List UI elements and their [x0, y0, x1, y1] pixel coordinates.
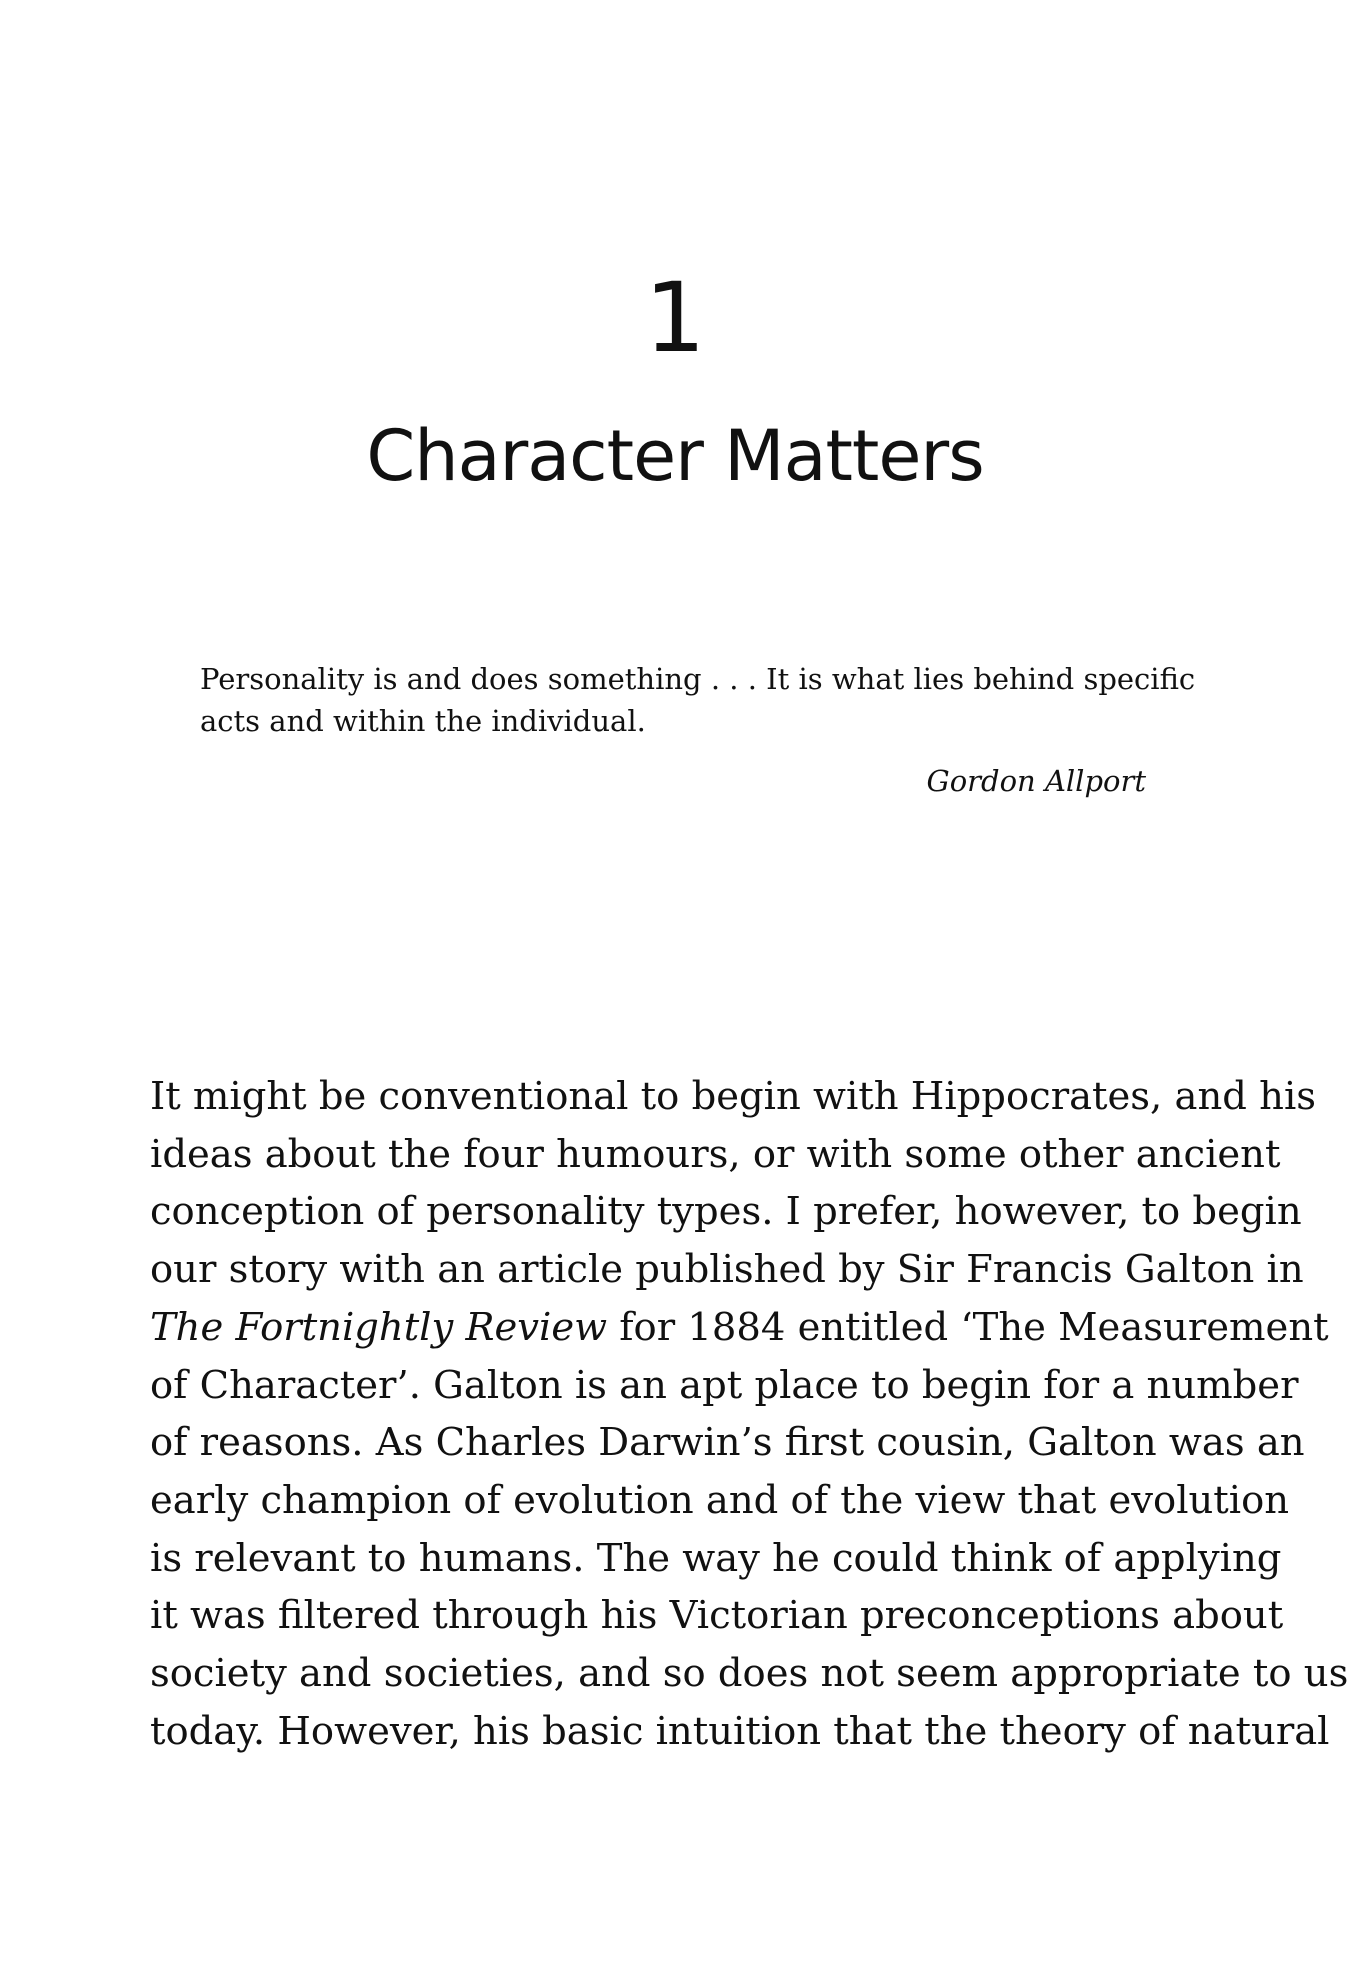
- chapter-number: 1: [644, 262, 706, 374]
- body-line: early champion of evolution and of the view that evolution: [150, 1477, 1290, 1523]
- body-line: It might be conventional to begin with Hippocrates, and his: [150, 1074, 1317, 1119]
- epigraph-quote-line: acts and within the individual.: [200, 704, 646, 738]
- body-line: of Character’. Galton is an apt place to begin for a number: [150, 1362, 1299, 1408]
- body-line: [150, 1299, 1329, 1357]
- body-line: it was filtered through his Victorian preconceptions about: [150, 1593, 1284, 1639]
- body-line-rest: for 1884 entitled ‘The Measurement: [607, 1304, 1329, 1350]
- epigraph-quote: [200, 658, 1196, 742]
- journal-title: The Fortnightly Review: [150, 1304, 608, 1350]
- body-line: of reasons. As Charles Darwin’s first cousin, Galton was an: [150, 1420, 1305, 1466]
- epigraph: [200, 658, 1196, 802]
- body-line: conception of personality types. I prefer, however, to begin: [150, 1189, 1302, 1235]
- epigraph-quote-line: Personality is and does something . . . It is what lies behind specific: [200, 662, 1196, 696]
- body-line: today. However, his basic intuition that the theory of natural: [150, 1708, 1330, 1754]
- body-paragraph: [150, 1068, 1349, 1760]
- body-line: our story with an article published by Sir Francis Galton in: [150, 1247, 1304, 1293]
- body-line: society and societies, and so does not seem appropriate to us: [150, 1651, 1349, 1697]
- body-line: is relevant to humans. The way he could think of applying: [150, 1535, 1282, 1581]
- chapter-title: Character Matters: [366, 415, 984, 497]
- epigraph-author: Gordon Allport: [926, 764, 1146, 798]
- body-line: ideas about the four humours, or with some other ancient: [150, 1131, 1281, 1177]
